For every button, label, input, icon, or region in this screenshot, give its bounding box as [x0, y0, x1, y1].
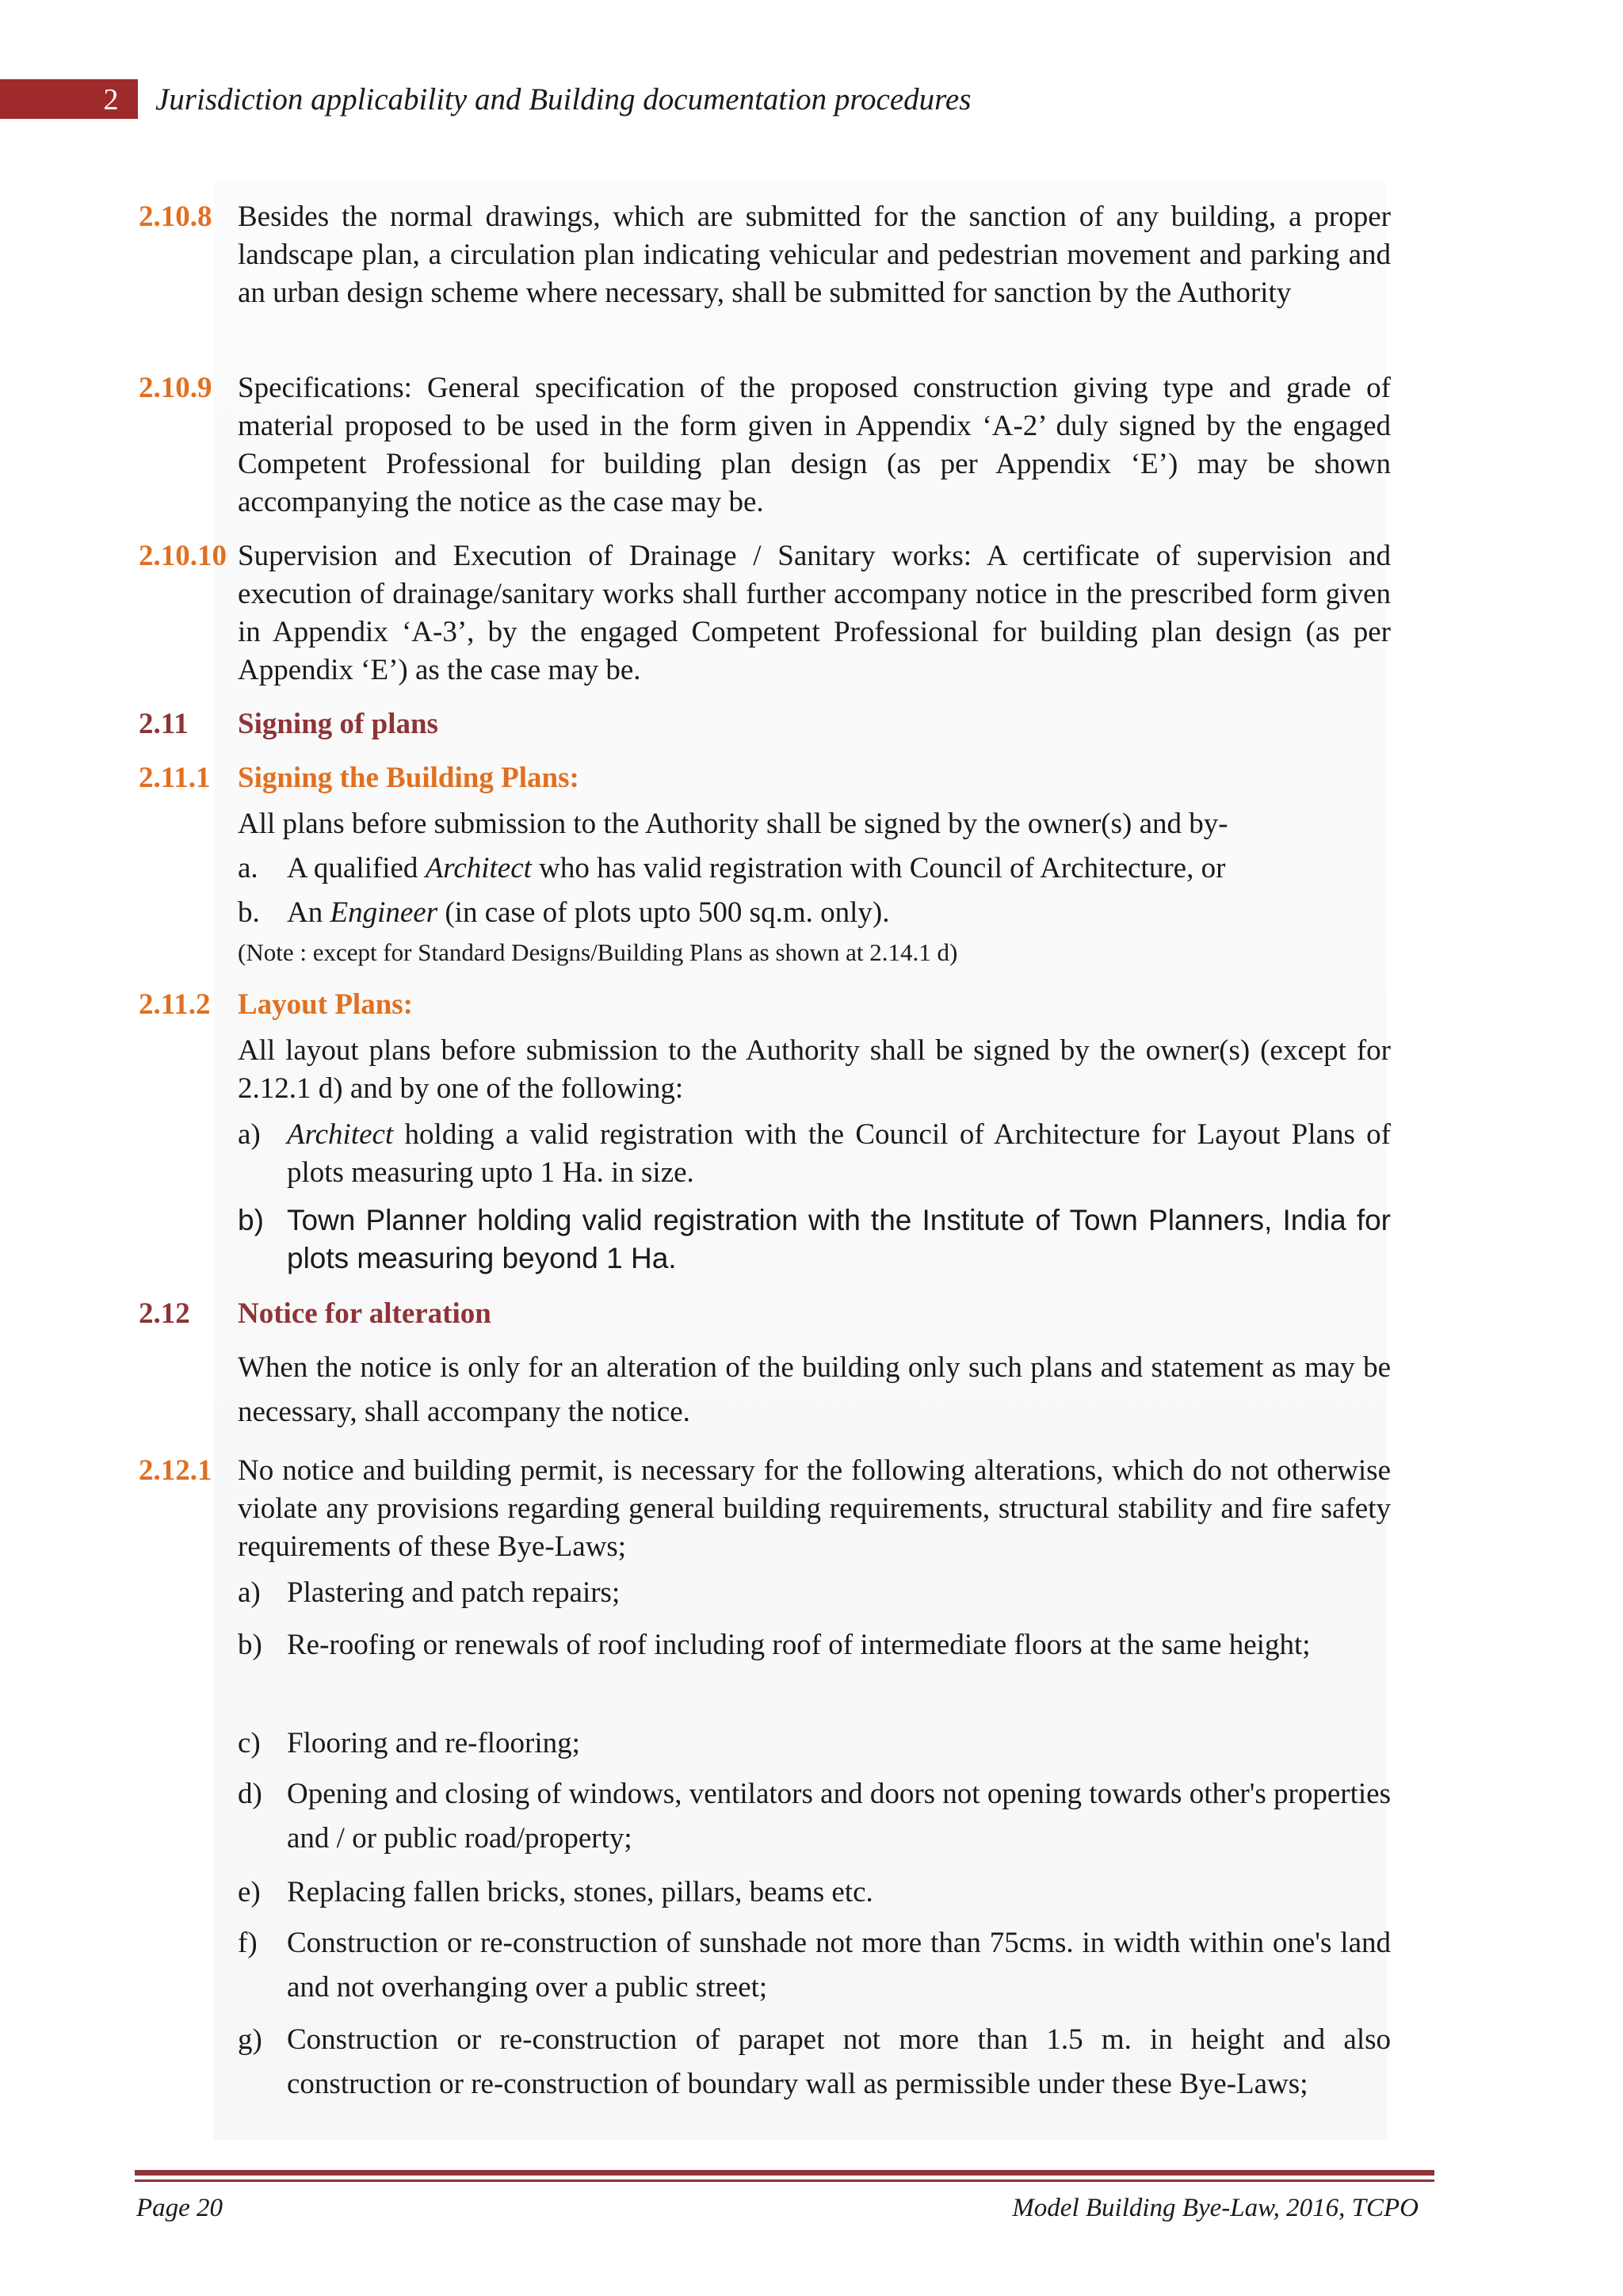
header-title: Jurisdiction applicability and Building documentation procedures — [155, 82, 972, 117]
list-item: Plastering and patch repairs; — [287, 1576, 621, 1609]
list-item: A qualified Architect who has valid registration with Council of Architecture, or — [287, 852, 1226, 884]
section-title-2-11-2: Layout Plans: — [238, 988, 414, 1021]
list-label: f) — [238, 1927, 258, 1959]
list-item: Opening and closing of windows, ventilators and doors not opening towards other's properties and / or public road/property; — [287, 1778, 1391, 1855]
section-text-2-10-9: Specifications: General specification of the proposed construction giving type and grade of material proposed to be used in the form given in Appendix ‘A-2’ duly signed by the engaged Competent Professional for building plan design (as per Appendix ‘E’) may be shown accompanying the notice as the case may be. — [238, 372, 1391, 518]
list-label: g) — [238, 2023, 262, 2056]
footer-page-label: Page 20 — [136, 2194, 223, 2222]
section-number-2-10-9: 2.10.9 — [139, 372, 212, 404]
section-number-2-11: 2.11 — [139, 708, 189, 740]
section-title-2-11: Signing of plans — [238, 708, 438, 740]
list-label: d) — [238, 1778, 262, 1810]
section-number-2-11-1: 2.11.1 — [139, 762, 211, 794]
section-number-2-10-8: 2.10.8 — [139, 201, 212, 233]
section-intro-2-11-1: All plans before submission to the Authority shall be signed by the owner(s) and by- — [238, 808, 1228, 840]
section-number-2-10-10: 2.10.10 — [139, 540, 227, 572]
list-label: e) — [238, 1876, 261, 1908]
section-text-2-10-8: Besides the normal drawings, which are submitted for the sanction of any building, a proper landscape plan, a circulation plan indicating vehicular and pedestrian movement and parking and an urban design scheme where necessary, shall be submitted for sanction by the Authority — [238, 201, 1391, 309]
section-text-2-12: When the notice is only for an alteration of the building only such plans and statement as may be necessary, shall accompany the notice. — [238, 1351, 1391, 1428]
list-label: b. — [238, 896, 260, 929]
list-label: b) — [238, 1204, 264, 1236]
section-title-2-12: Notice for alteration — [238, 1297, 491, 1330]
list-item: An Engineer (in case of plots upto 500 sq.m. only). — [287, 896, 890, 929]
list-label: b) — [238, 1629, 262, 1661]
list-label: a) — [238, 1576, 261, 1609]
section-title-2-11-1: Signing the Building Plans: — [238, 762, 579, 794]
list-label: c) — [238, 1727, 261, 1759]
section-text-2-12-1: No notice and building permit, is necessary for the following alterations, which do not otherwise violate any provisions regarding general building requirements, structural stability and fire safety requirements of these Bye-Laws; — [238, 1454, 1391, 1563]
section-number-2-12: 2.12 — [139, 1297, 190, 1330]
list-item: Replacing fallen bricks, stones, pillars, beams etc. — [287, 1876, 873, 1908]
section-text-2-10-10: Supervision and Execution of Drainage / Sanitary works: A certificate of supervision and execution of drainage/sanitary works shall further accompany notice in the prescribed form given in Appendix ‘A-3’, by the engaged Competent Professional for building plan design (as per Appendix ‘E’) as the case may be. — [238, 540, 1391, 686]
note-2-11-1: (Note : except for Standard Designs/Building Plans as shown at 2.14.1 d) — [238, 938, 958, 966]
list-item: Architect holding a valid registration with the Council of Architecture for Layout Plans of plots measuring upto 1 Ha. in size. — [287, 1118, 1391, 1189]
footer-rule-thin — [135, 2179, 1434, 2182]
section-number-2-11-2: 2.11.2 — [139, 988, 211, 1021]
list-item: Construction or re-construction of parapet not more than 1.5 m. in height and also construction or re-construction of boundary wall as permissible under these Bye-Laws; — [287, 2023, 1391, 2100]
list-item: Town Planner holding valid registration with the Institute of Town Planners, India for plots measuring beyond 1 Ha. — [287, 1204, 1391, 1274]
footer-document-title: Model Building Bye-Law, 2016, TCPO — [1012, 2194, 1419, 2222]
footer-rule — [135, 2170, 1434, 2176]
list-label: a) — [238, 1118, 261, 1151]
section-number-2-12-1: 2.12.1 — [139, 1454, 212, 1487]
list-item: Flooring and re-flooring; — [287, 1727, 580, 1759]
list-label: a. — [238, 852, 258, 884]
header-page-number: 2 — [103, 83, 119, 117]
section-intro-2-11-2: All layout plans before submission to the Authority shall be signed by the owner(s) (except for 2.12.1 d) and by one of the following: — [238, 1034, 1391, 1105]
list-item: Re-roofing or renewals of roof including roof of intermediate floors at the same height; — [287, 1629, 1311, 1661]
list-item: Construction or re-construction of sunshade not more than 75cms. in width within one's land and not overhanging over a public street; — [287, 1927, 1391, 2004]
